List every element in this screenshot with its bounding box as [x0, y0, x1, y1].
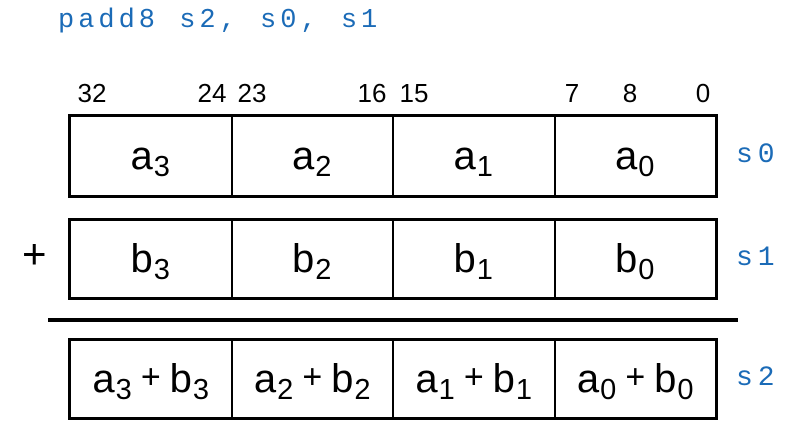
byte-cell-s1-0 — [556, 221, 716, 297]
operand-symbol: b — [654, 356, 677, 401]
byte-cell-s2-3 — [71, 341, 233, 417]
bit-label-23: 23 — [237, 78, 267, 108]
operand-subscript: 1 — [476, 150, 493, 183]
operand-subscript: 1 — [438, 373, 455, 406]
operand-symbol: b — [492, 356, 515, 401]
register-label-s0: s0 — [736, 140, 780, 171]
byte-cell-s1-1 — [394, 221, 556, 297]
operand-subscript: 3 — [153, 150, 170, 183]
byte-cell-s2-0 — [556, 341, 716, 417]
operand-subscript: 0 — [638, 253, 655, 286]
operand-subscript: 3 — [192, 373, 210, 406]
bit-labels-row — [68, 78, 718, 106]
operand-subscript: 1 — [476, 253, 493, 286]
register-label-s1: s1 — [736, 243, 780, 274]
plus-icon: + — [463, 357, 484, 396]
operand-symbol: b — [331, 356, 354, 401]
operand-subscript: 0 — [638, 150, 655, 183]
plus-operator: + — [22, 230, 47, 277]
operand-subscript: 3 — [153, 253, 170, 286]
operand-symbol: b — [453, 236, 476, 281]
operand-symbol: a — [576, 356, 600, 401]
plus-icon: + — [302, 357, 323, 396]
register-s1-box — [68, 218, 718, 300]
operand-symbol: b — [615, 236, 638, 281]
sum-line — [48, 318, 738, 322]
plus-icon: + — [140, 357, 161, 396]
operand-symbol: a — [253, 356, 277, 401]
bit-label-8: 8 — [622, 78, 638, 108]
bit-label-16: 16 — [357, 78, 387, 108]
byte-cell-s2-1 — [394, 341, 556, 417]
bit-label-32: 32 — [77, 78, 107, 108]
bit-label-24: 24 — [197, 78, 227, 108]
operand-subscript: 0 — [600, 373, 617, 406]
operand-subscript: 2 — [277, 373, 294, 406]
byte-cell-s0-2 — [233, 117, 395, 195]
operand-symbol: a — [130, 133, 153, 178]
operand-symbol: b — [130, 236, 153, 281]
operand-symbol: a — [292, 133, 315, 178]
operand-subscript: 2 — [315, 253, 332, 286]
operand-subscript: 2 — [354, 373, 371, 406]
operand-symbol: a — [415, 356, 438, 401]
plus-icon: + — [625, 357, 646, 396]
byte-cell-s1-3 — [71, 221, 233, 297]
bit-label-0: 0 — [695, 78, 711, 108]
byte-cell-s0-1 — [394, 117, 556, 195]
operand-subscript: 3 — [115, 373, 132, 406]
operand-symbol: a — [92, 356, 115, 401]
byte-cell-s2-2 — [233, 341, 395, 417]
byte-cell-s0-0 — [556, 117, 716, 195]
register-s0-box — [68, 114, 718, 198]
byte-cell-s0-3 — [71, 117, 233, 195]
operand-symbol: b — [292, 236, 315, 281]
operand-symbol: a — [453, 133, 476, 178]
bit-label-7: 7 — [564, 78, 580, 108]
operand-symbol: a — [615, 133, 638, 178]
operand-symbol: b — [169, 356, 192, 401]
bit-label-15: 15 — [399, 78, 429, 108]
operand-subscript: 0 — [677, 373, 694, 406]
operand-subscript: 1 — [515, 373, 533, 406]
register-label-s2: s2 — [736, 363, 780, 394]
byte-cell-s1-2 — [233, 221, 395, 297]
instruction-text: padd8 s2, s0, s1 — [58, 6, 382, 36]
register-s2-box — [68, 338, 718, 420]
operand-subscript: 2 — [315, 150, 332, 183]
